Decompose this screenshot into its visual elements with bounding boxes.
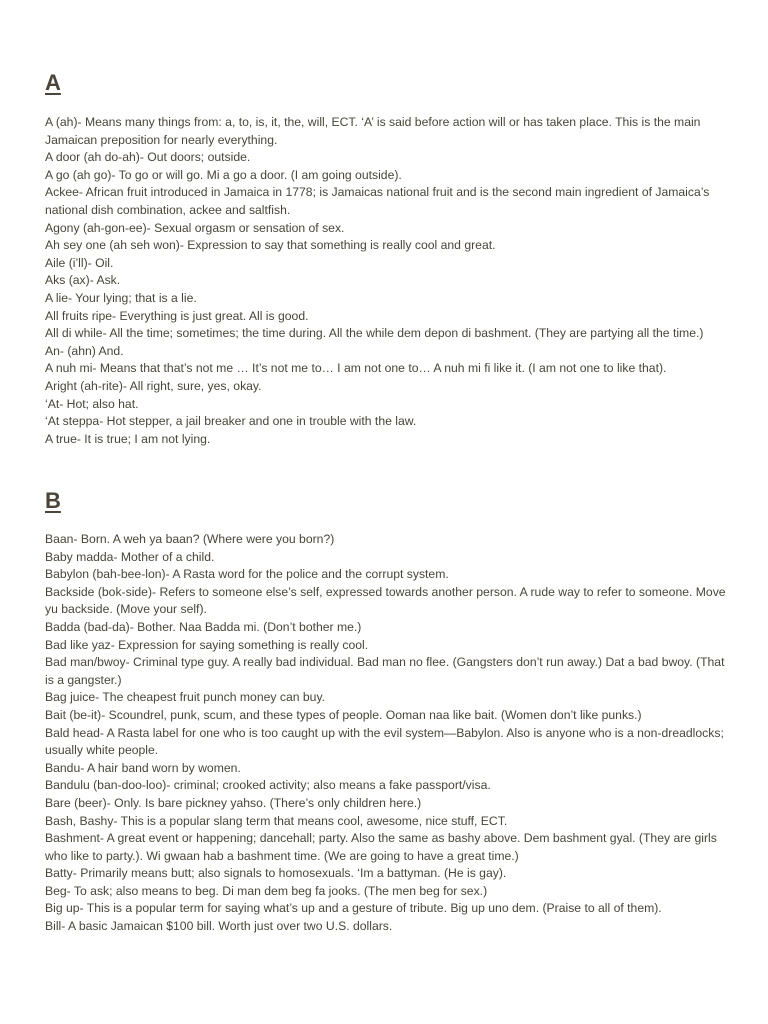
entry: A (ah)- Means many things from: a, to, is, it, the, will, ECT. ‘A’ is said before action will or has taken place. This is the main Jamaican preposition for nearly everything. [45, 115, 701, 147]
entry: A lie- Your lying; that is a lie. [45, 290, 197, 305]
entry: ‘At steppa- Hot stepper, a jail breaker and one in trouble with the law. [45, 414, 417, 429]
entry: A true- It is true; I am not lying. [45, 431, 211, 446]
entry: Bait (be-it)- Scoundrel, punk, scum, and these types of people. Ooman naa like bait. (Women don’t like punks.) [45, 707, 642, 722]
entry: Backside (bok-side)- Refers to someone else’s self, expressed towards another person. A rude way to refer to someone. Move yu backside. (Move your self). [45, 584, 726, 617]
entry: Bad like yaz- Expression for saying something is really cool. [45, 637, 369, 652]
entry: Big up- This is a popular term for saying what’s up and a gesture of tribute. Big up uno dem. (Praise to all of them). [45, 901, 662, 916]
entry: An- (ahn) And. [45, 343, 124, 358]
entry: Badda (bad-da)- Bother. Naa Badda mi. (Don’t bother me.) [45, 619, 362, 634]
entry: Bashment- A great event or happening; dancehall; party. Also the same as bashy above. Dem bashment gyal. (They are girls who like to party.). Wi gwaan hab a bashment time. (We are going to have a great time.) [45, 831, 717, 863]
entry: Bash, Bashy- This is a popular slang term that means cool, awesome, nice stuff, ECT. [45, 813, 508, 828]
entry: Aile (i’ll)- Oil. [45, 255, 114, 270]
entry-list-b [45, 531, 735, 936]
entry: Agony (ah-gon-ee)- Sexual orgasm or sensation of sex. [45, 220, 345, 235]
entry-list-a [45, 114, 735, 448]
entry: A door (ah do-ah)- Out doors; outside. [45, 150, 251, 165]
entry: Baby madda- Mother of a child. [45, 549, 215, 564]
entry: Babylon (bah-bee-lon)- A Rasta word for the police and the corrupt system. [45, 567, 449, 582]
entry: A nuh mi- Means that that’s not me … It’s not me to… I am not one to… A nuh mi fi like it. (I am not one to like that). [45, 361, 667, 376]
entry: All di while- All the time; sometimes; the time during. All the while dem depon di bashment. (They are partying all the time.) [45, 326, 704, 341]
entry: Batty- Primarily means butt; also signals to homosexuals. ‘Im a battyman. (He is gay). [45, 866, 507, 881]
section-heading-b: B [45, 488, 61, 513]
entry: Beg- To ask; also means to beg. Di man dem beg fa jooks. (The men beg for sex.) [45, 883, 488, 898]
entry: A go (ah go)- To go or will go. Mi a go a door. (I am going outside). [45, 167, 402, 182]
entry: Bill- A basic Jamaican $100 bill. Worth just over two U.S. dollars. [45, 919, 393, 934]
entry: Bald head- A Rasta label for one who is too caught up with the evil system—Babylon. Also is anyone who is a non-dreadlocks; usually white people. [45, 725, 724, 758]
entry: Aks (ax)- Ask. [45, 273, 121, 288]
entry: Bad man/bwoy- Criminal type guy. A really bad individual. Bad man no flee. (Gangsters don’t run away.) Dat a bad bwoy. (That is a gangster.) [45, 655, 725, 687]
entry: Ah sey one (ah seh won)- Expression to say that something is really cool and great. [45, 238, 496, 253]
entry: Baan- Born. A weh ya baan? (Where were you born?) [45, 532, 335, 546]
entry: Bare (beer)- Only. Is bare pickney yahso. (There’s only children here.) [45, 795, 422, 810]
entry: Bandu- A hair band worn by women. [45, 760, 241, 775]
section-heading-a: A [45, 70, 61, 95]
entry: Bandulu (ban-doo-loo)- criminal; crooked activity; also means a fake passport/visa. [45, 778, 491, 793]
entry: Aright (ah-rite)- All right, sure, yes, okay. [45, 378, 262, 393]
entry: All fruits ripe- Everything is just great. All is good. [45, 308, 309, 323]
entry: Ackee- African fruit introduced in Jamaica in 1778; is Jamaicas national fruit and is the second main ingredient of Jamaica’s national dish combination, ackee and saltfish. [45, 185, 710, 217]
entry: Bag juice- The cheapest fruit punch money can buy. [45, 690, 326, 705]
entry: ‘At- Hot; also hat. [45, 396, 139, 411]
